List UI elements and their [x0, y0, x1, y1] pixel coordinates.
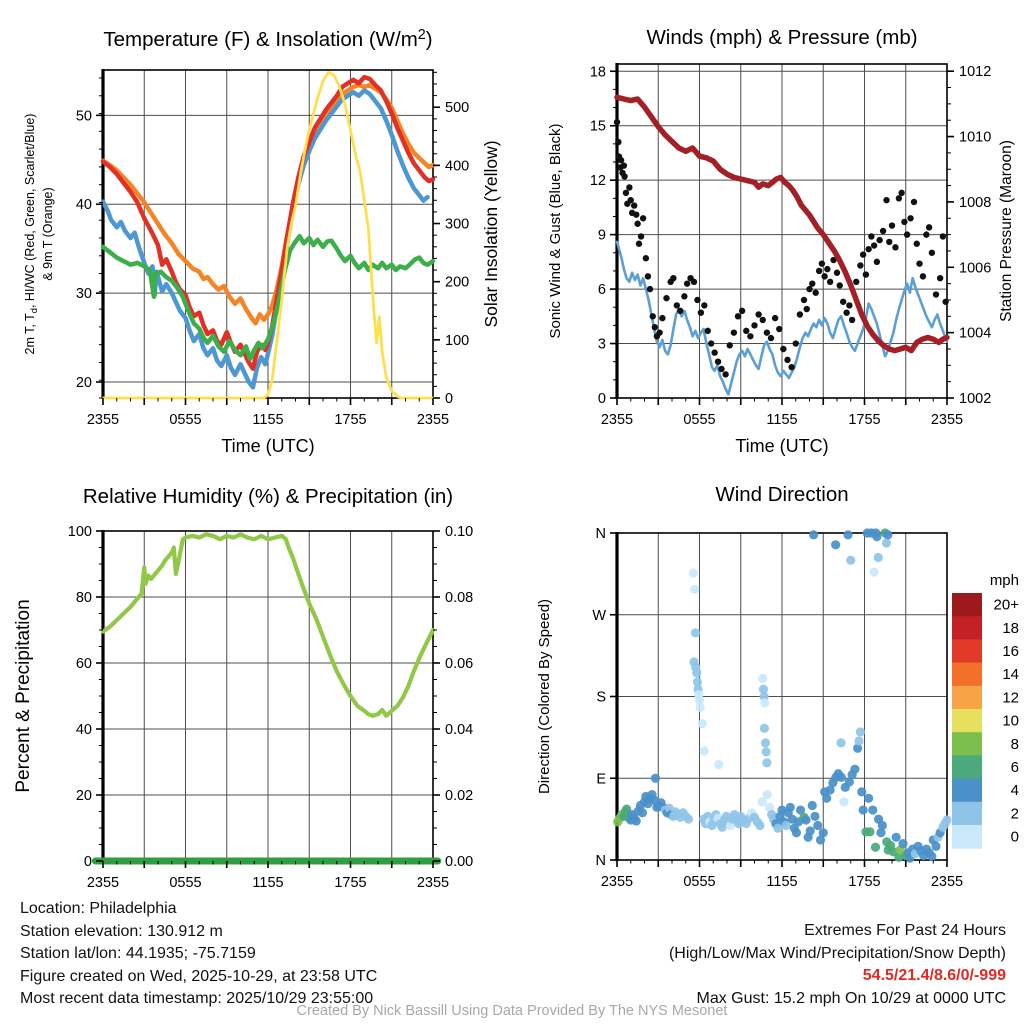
wind-direction-dots: [808, 801, 817, 810]
y-left-tick-label: 20: [75, 788, 92, 804]
y-left-tick-label: 9: [597, 227, 606, 244]
wind-direction-dots: [843, 530, 852, 539]
gusts-black: [914, 241, 920, 247]
y-left-tick-label: N: [595, 526, 606, 542]
gusts-black: [840, 299, 846, 305]
wind-direction-dots: [698, 719, 707, 728]
wind-direction-dots: [761, 738, 770, 747]
gusts-black: [816, 268, 822, 274]
gusts-black: [628, 197, 634, 203]
x-tick-label: 2355: [600, 874, 634, 890]
y-left-tick-label: 80: [75, 590, 92, 606]
gusts-black: [819, 260, 825, 266]
y-left-tick-label: 30: [75, 286, 92, 303]
gusts-black: [638, 233, 644, 239]
gusts-black: [920, 273, 926, 279]
y-left-tick-label: S: [596, 689, 606, 706]
y-left-tick-label: 60: [75, 656, 92, 672]
x-tick-label: 1155: [252, 875, 284, 891]
gusts-black: [652, 324, 658, 330]
gusts-black: [631, 202, 637, 208]
gusts-black: [804, 306, 810, 312]
wind-direction-dots: [870, 567, 879, 576]
gusts-black: [812, 290, 818, 296]
gusts-black: [821, 273, 827, 279]
gusts-black: [788, 364, 794, 370]
gusts-black: [694, 297, 700, 303]
gusts-black: [698, 309, 704, 315]
gusts-black: [793, 340, 799, 346]
colorbar-swatch: [952, 616, 982, 640]
wind-direction-dots: [822, 794, 831, 803]
gusts-black: [708, 340, 714, 346]
wind-direction-dots: [762, 747, 771, 756]
y-right-tick-label: 0.02: [445, 788, 474, 804]
wind-direction-dots: [831, 540, 840, 549]
gusts-black: [880, 228, 886, 234]
chart-dir-svg: [512, 470, 1024, 900]
gusts-black: [701, 302, 707, 308]
x-tick-label: 1755: [848, 874, 881, 890]
x-tick-label: 1155: [766, 874, 798, 890]
gusts-black: [886, 239, 892, 245]
wind-direction-dots: [762, 758, 771, 767]
wind-direction-dots: [700, 746, 709, 755]
gusts-black: [755, 311, 761, 317]
max-gust-line: Max Gust: 15.2 mph On 10/29 at 0000 UTC: [696, 989, 1006, 1007]
gusts-black: [751, 322, 757, 328]
gusts-black: [846, 302, 852, 308]
colorbar-label: 10: [1002, 712, 1019, 730]
y-right-tick-label: 500: [445, 100, 470, 117]
gusts-black: [896, 195, 902, 201]
gusts-black: [711, 349, 717, 355]
y-left-axis-title: & 9m T (Orange): [41, 187, 55, 281]
gusts-black: [849, 317, 855, 323]
y-left-tick-label: 6: [597, 282, 606, 299]
colorbar-label: 8: [1010, 735, 1019, 753]
latlon-line: Station lat/lon: 44.1935; -75.7159: [20, 945, 256, 962]
y-left-tick-label: 40: [75, 197, 92, 214]
y-left-axis-title: Direction (Colored By Speed): [536, 598, 553, 795]
gusts-black: [911, 199, 917, 205]
x-tick-label: 1755: [848, 412, 881, 428]
wind-direction-dots: [792, 828, 801, 837]
winds-pressure-chart: [512, 0, 1024, 470]
colorbar-label: 20+: [993, 596, 1019, 614]
colorbar-swatch: [952, 686, 982, 710]
y-right-tick-label: 1002: [959, 391, 992, 407]
chart-temp-svg: [0, 0, 512, 470]
wind-direction-dots: [865, 827, 874, 836]
y-right-tick-label: 0.10: [445, 524, 474, 540]
gusts-black: [853, 279, 859, 285]
gusts-black: [614, 119, 620, 125]
y-right-tick-label: 100: [445, 332, 470, 349]
wind-direction-dots: [801, 815, 810, 824]
gusts-black: [722, 371, 728, 377]
gusts-black: [889, 222, 895, 228]
x-tick-label: 2355: [600, 412, 634, 428]
credit-text: Created By Nick Bassill Using Data Provided By The NYS Mesonet: [296, 1003, 728, 1019]
y-left-tick-label: 40: [75, 722, 92, 738]
y-left-tick-label: 18: [589, 64, 606, 81]
y-left-tick-label: W: [592, 607, 606, 624]
x-tick-label: 0555: [683, 874, 716, 890]
wind-direction-dots: [846, 556, 855, 565]
colorbar-swatch: [952, 639, 982, 663]
gusts-black: [659, 315, 665, 321]
colorbar-label: 16: [1002, 643, 1019, 660]
gusts-black: [865, 246, 871, 252]
y-right-tick-label: 1006: [959, 260, 992, 277]
wind-direction-dots: [883, 530, 892, 539]
gusts-black: [739, 308, 745, 314]
y-left-tick-label: 20: [75, 375, 92, 391]
wind-direction-dots: [760, 698, 769, 707]
gusts-black: [937, 275, 943, 281]
y-right-tick-label: 400: [445, 158, 470, 175]
gusts-black: [705, 328, 711, 334]
wind-direction-dots: [638, 808, 647, 817]
wind-direction-dots: [690, 585, 699, 594]
x-tick-label: 1155: [252, 412, 284, 428]
wind-direction-dots: [714, 760, 723, 769]
gusts-black: [860, 251, 866, 257]
gusts-black: [868, 233, 874, 239]
colorbar-swatch: [952, 779, 982, 803]
wind-direction-chart: [512, 470, 1024, 900]
gusts-black: [677, 308, 683, 314]
wind-direction-dots: [856, 727, 865, 736]
x-tick-label: 0555: [169, 875, 202, 891]
gusts-black: [776, 326, 782, 332]
gusts-black: [640, 215, 646, 221]
gusts-black: [735, 313, 741, 319]
wind-direction-dots: [868, 805, 877, 814]
y-right-tick-label: 1004: [959, 325, 992, 342]
extremes-title: Extremes For Past 24 Hours: [804, 922, 1006, 939]
wind-direction-dots: [927, 852, 936, 861]
x-tick-label: 2355: [416, 875, 450, 891]
colorbar-label: 0: [1010, 828, 1019, 846]
wind-direction-dots: [786, 803, 795, 812]
wind-direction-dots: [837, 773, 846, 782]
wind-direction-dots: [819, 828, 828, 837]
colorbar-label: 4: [1010, 782, 1019, 800]
gusts-black: [636, 241, 642, 247]
gusts-black: [780, 346, 786, 352]
gusts-black: [670, 275, 676, 281]
station-info-block: [20, 898, 377, 1011]
y-left-axis-title: Sonic Wind & Gust (Blue, Black): [547, 123, 564, 339]
gusts-black: [626, 184, 632, 190]
gusts-black: [784, 357, 790, 363]
gusts-black: [863, 271, 869, 277]
wind-direction-dots: [898, 839, 907, 848]
gusts-black: [926, 224, 932, 230]
y-left-tick-label: 100: [67, 524, 92, 540]
gusts-black: [933, 291, 939, 297]
extremes-values: 54.5/21.4/8.6/0/-999: [862, 967, 1006, 984]
wind-direction-dots: [810, 812, 819, 821]
wind-direction-dots: [878, 821, 887, 830]
gusts-black: [643, 255, 649, 261]
gusts-black: [827, 279, 833, 285]
humidity-precipitation-chart: [0, 470, 512, 900]
y-right-tick-label: 0.04: [445, 722, 474, 738]
gusts-black: [674, 302, 680, 308]
y-right-tick-label: 200: [445, 274, 470, 291]
wind-direction-dots: [872, 532, 881, 541]
wind-direction-dots: [632, 816, 641, 825]
gusts-black: [764, 329, 770, 335]
gusts-black: [760, 317, 766, 323]
y-right-tick-label: 0: [445, 391, 454, 407]
wind-direction-dots: [882, 538, 891, 547]
x-tick-label: 2355: [930, 874, 964, 890]
gusts-black: [656, 329, 662, 335]
y-left-tick-label: 0: [83, 854, 92, 870]
wind-direction-dots: [755, 821, 764, 830]
x-axis-title: Time (UTC): [735, 436, 829, 456]
gusts-black: [621, 162, 627, 168]
wind-direction-dots: [854, 736, 863, 745]
y-right-tick-label: 1008: [959, 194, 992, 211]
gusts-black: [801, 297, 807, 303]
wind-direction-dots: [864, 794, 873, 803]
y-right-tick-label: 0.06: [445, 656, 474, 672]
gusts-black: [892, 244, 898, 250]
gusts-black: [681, 293, 687, 299]
x-axis-title: Time (UTC): [221, 436, 315, 456]
gusts-black: [883, 197, 889, 203]
x-tick-label: 0555: [683, 412, 716, 428]
gusts-black: [797, 311, 803, 317]
y-left-tick-label: 3: [597, 336, 606, 353]
x-tick-label: 1155: [766, 412, 798, 428]
chart-title: Relative Humidity (%) & Precipitation (in): [82, 485, 454, 508]
gusts-black: [650, 313, 656, 319]
location-line: Location: Philadelphia: [20, 900, 177, 917]
elevation-line: Station elevation: 130.912 m: [20, 922, 223, 940]
gusts-black: [731, 329, 737, 335]
colorbar-title: mph: [989, 572, 1019, 589]
colorbar-swatch: [952, 825, 982, 849]
gusts-black: [645, 273, 651, 279]
gusts-black: [824, 266, 830, 272]
wind-direction-dots: [684, 815, 693, 824]
wind-direction-dots: [871, 843, 880, 852]
created-line: Figure created on Wed, 2025-10-29, at 23:58 UTC: [20, 967, 378, 985]
x-tick-label: 0555: [169, 412, 202, 428]
y-right-axis-title: Solar Insolation (Yellow): [481, 140, 501, 328]
wind-direction-dots: [857, 787, 866, 796]
colorbar-label: 2: [1010, 805, 1019, 823]
temperature-insolation-chart: [0, 0, 512, 470]
gusts-black: [684, 280, 690, 286]
wind-direction-dots: [942, 815, 951, 824]
gusts-black: [718, 366, 724, 372]
x-tick-label: 1755: [334, 875, 367, 891]
y-left-tick-label: 15: [589, 118, 606, 135]
chart-title: Winds (mph) & Pressure (mb): [646, 26, 918, 49]
wind-direction-dots: [931, 842, 940, 851]
gusts-black: [727, 342, 733, 348]
gusts-black: [633, 211, 639, 217]
gusts-black: [843, 309, 849, 315]
colorbar-swatch: [952, 732, 982, 756]
timestamp-line: Most recent data timestamp: 2025/10/29 23:55:00: [20, 990, 374, 1007]
colorbar-swatch: [952, 663, 982, 687]
gusts-black: [647, 286, 653, 292]
colorbar-swatch: [952, 755, 982, 779]
y-left-tick-label: 50: [75, 108, 92, 125]
gusts-black: [857, 262, 863, 268]
x-tick-label: 1755: [334, 412, 367, 428]
gusts-black: [623, 190, 629, 196]
gusts-black: [834, 270, 840, 276]
gusts-black: [806, 286, 812, 292]
gusts-black: [898, 190, 904, 196]
wind-direction-dots: [758, 674, 767, 683]
x-tick-label: 2355: [86, 412, 120, 428]
gusts-black: [916, 260, 922, 266]
y-right-tick-label: 1010: [959, 129, 992, 146]
gusts-black: [871, 242, 877, 248]
colorbar-swatch: [952, 709, 982, 733]
gusts-black: [923, 231, 929, 237]
wind-direction-dots: [692, 668, 701, 677]
wind-direction-dots: [651, 774, 660, 783]
wind-direction-dots: [892, 833, 901, 842]
wind-direction-dots: [763, 790, 772, 799]
wind-direction-dots: [760, 724, 769, 733]
colorbar-label: 6: [1010, 759, 1019, 776]
colorbar-label: 12: [1002, 689, 1019, 707]
y-left-tick-label: N: [595, 853, 606, 869]
wind-direction-dots: [691, 628, 700, 637]
gusts-black: [621, 173, 627, 179]
wind-direction-dots: [696, 703, 705, 712]
x-tick-label: 2355: [416, 412, 450, 428]
y-left-axis-title: 2m T, $T_d$, HI/WC (Red, Green, Scarlet/Blue): [23, 113, 39, 355]
y-right-axis-title: Station Pressure (Maroon): [998, 140, 1015, 322]
wind-direction-dots: [850, 765, 859, 774]
chart-title: Temperature (F) & Insolation $(W/m^2)$: [103, 26, 433, 51]
chart-rh-svg: [0, 470, 512, 900]
y-left-tick-label: 12: [589, 173, 606, 190]
gusts-black: [691, 279, 697, 285]
gusts-black: [634, 221, 640, 227]
y-right-tick-label: 0.00: [445, 854, 474, 870]
gusts-black: [663, 295, 669, 301]
gusts-black: [715, 358, 721, 364]
wind-direction-dots: [837, 738, 846, 747]
gusts-black: [901, 219, 907, 225]
wind-direction-dots: [839, 797, 848, 806]
colorbar-label: 18: [1002, 619, 1019, 637]
gusts-black: [809, 280, 815, 286]
gusts-black: [907, 215, 913, 221]
wind-direction-dots: [806, 826, 815, 835]
wind-direction-dots: [809, 530, 818, 539]
wind-direction-dots: [874, 553, 883, 562]
gusts-black: [768, 335, 774, 341]
y-left-tick-label: 0: [597, 391, 606, 407]
wind-direction-dots: [689, 568, 698, 577]
gusts-black: [837, 282, 843, 288]
chart-title: Wind Direction: [715, 483, 849, 506]
gusts-black: [874, 259, 880, 265]
wind-direction-dots: [813, 821, 822, 830]
y-left-axis-title: Percent & Precipitation: [13, 599, 34, 793]
gusts-black: [743, 328, 749, 334]
y-left-tick-label: E: [596, 771, 606, 788]
colorbar-label: 14: [1002, 666, 1019, 684]
colorbar-swatch: [952, 802, 982, 826]
colorbar-swatch: [952, 593, 982, 617]
x-tick-label: 2355: [86, 875, 120, 891]
station-info-footer: [0, 898, 1024, 1024]
x-tick-label: 2355: [930, 412, 964, 428]
gusts-black: [772, 315, 778, 321]
gusts-black: [929, 250, 935, 256]
y-right-tick-label: 0.08: [445, 590, 474, 606]
gusts-black: [904, 231, 910, 237]
extremes-block: [669, 920, 1006, 1010]
gusts-black: [618, 157, 624, 163]
wind-direction-dots: [859, 805, 868, 814]
gusts-black: [940, 233, 946, 239]
gusts-black: [876, 237, 882, 243]
gusts-black: [747, 333, 753, 339]
chart-wind-svg: [512, 0, 1024, 470]
y-right-tick-label: 1012: [959, 64, 992, 81]
extremes-subtitle: (High/Low/Max Wind/Precipitation/Snow Depth): [668, 944, 1006, 962]
y-right-tick-label: 300: [445, 216, 470, 233]
